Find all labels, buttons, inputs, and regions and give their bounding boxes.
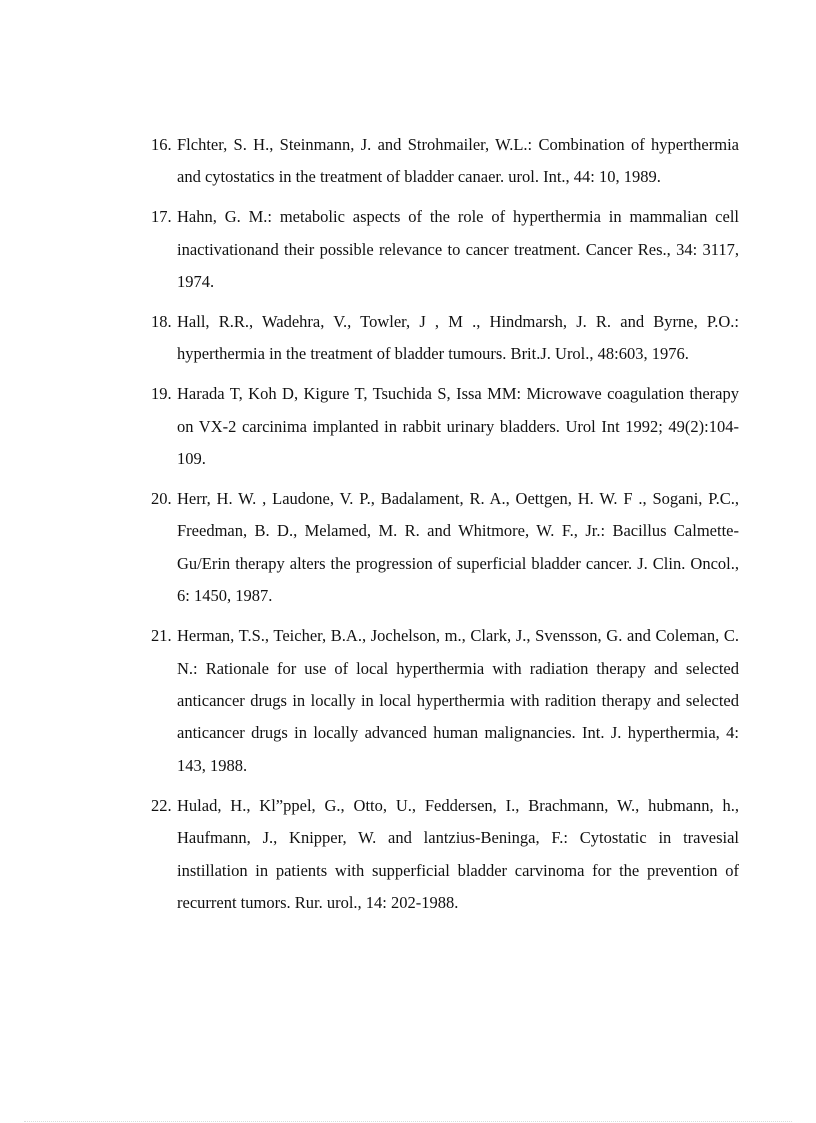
reference-item xyxy=(151,306,739,371)
reference-number: 18. xyxy=(151,312,172,332)
reference-number: 21. xyxy=(151,626,172,646)
reference-number: 17. xyxy=(151,207,172,227)
reference-item xyxy=(151,201,739,298)
reference-number: 16. xyxy=(151,135,172,154)
reference-text: Hulad, H., Kl”ppel, G., Otto, U., Feddersen, I., Brachmann, W., hubmann, h., Haufmann, J., Knipper, W. and lantzius-Beninga, F.: Cytostatic in travesial instillation in patients with supperficial bladder carvinoma for the prevention of recurrent tumors. Rur. urol., 14: 202-1988. xyxy=(177,795,739,912)
reference-text: Herman, T.S., Teicher, B.A., Jochelson, m., Clark, J., Svensson, G. and Coleman, C. N.: Rationale for use of local hyperthermia with radiation therapy and selected anticancer drugs in locally in local hyperthermia with radition therapy and selected anticancer drugs in locally advanced human malignancies. Int. J. hyperthermia, 4: 143, 1988. xyxy=(177,626,739,775)
reference-item xyxy=(151,378,739,475)
reference-item xyxy=(151,483,739,613)
reference-list xyxy=(151,129,739,927)
reference-text: Flchter, S. H., Steinmann, J. and Strohmailer, W.L.: Combination of hyperthermia and cytostatics in the treatment of bladder canaer. urol. Int., 44: 10, 1989. xyxy=(177,135,739,187)
page-bottom-divider xyxy=(24,1121,792,1122)
reference-text: Herr, H. W. , Laudone, V. P., Badalament, R. A., Oettgen, H. W. F ., Sogani, P.C., Freedman, B. D., Melamed, M. R. and Whitmore, W. F., Jr.: Bacillus Calmette-Gu/Erin therapy alters the progression of superficial bladder cancer. J. Clin. Oncol., 6: 1450, 1987. xyxy=(177,489,739,606)
reference-text: Hall, R.R., Wadehra, V., Towler, J , M ., Hindmarsh, J. R. and Byrne, P.O.: hyperthermia in the treatment of bladder tumours. Brit.J. Urol., 48:603, 1976. xyxy=(177,312,739,364)
reference-item xyxy=(151,620,739,782)
reference-item xyxy=(151,790,739,920)
reference-item xyxy=(151,129,739,194)
reference-text: Harada T, Koh D, Kigure T, Tsuchida S, Issa MM: Microwave coagulation therapy on VX-2 carcinima implanted in rabbit urinary bladders. Urol Int 1992; 49(2):104-109. xyxy=(177,384,739,469)
reference-number: 22. xyxy=(151,795,172,815)
reference-number: 20. xyxy=(151,489,172,509)
reference-text: Hahn, G. M.: metabolic aspects of the role of hyperthermia in mammalian cell inactivationand their possible relevance to cancer treatment. Cancer Res., 34: 3117, 1974. xyxy=(177,207,739,292)
reference-number: 19. xyxy=(151,384,172,404)
